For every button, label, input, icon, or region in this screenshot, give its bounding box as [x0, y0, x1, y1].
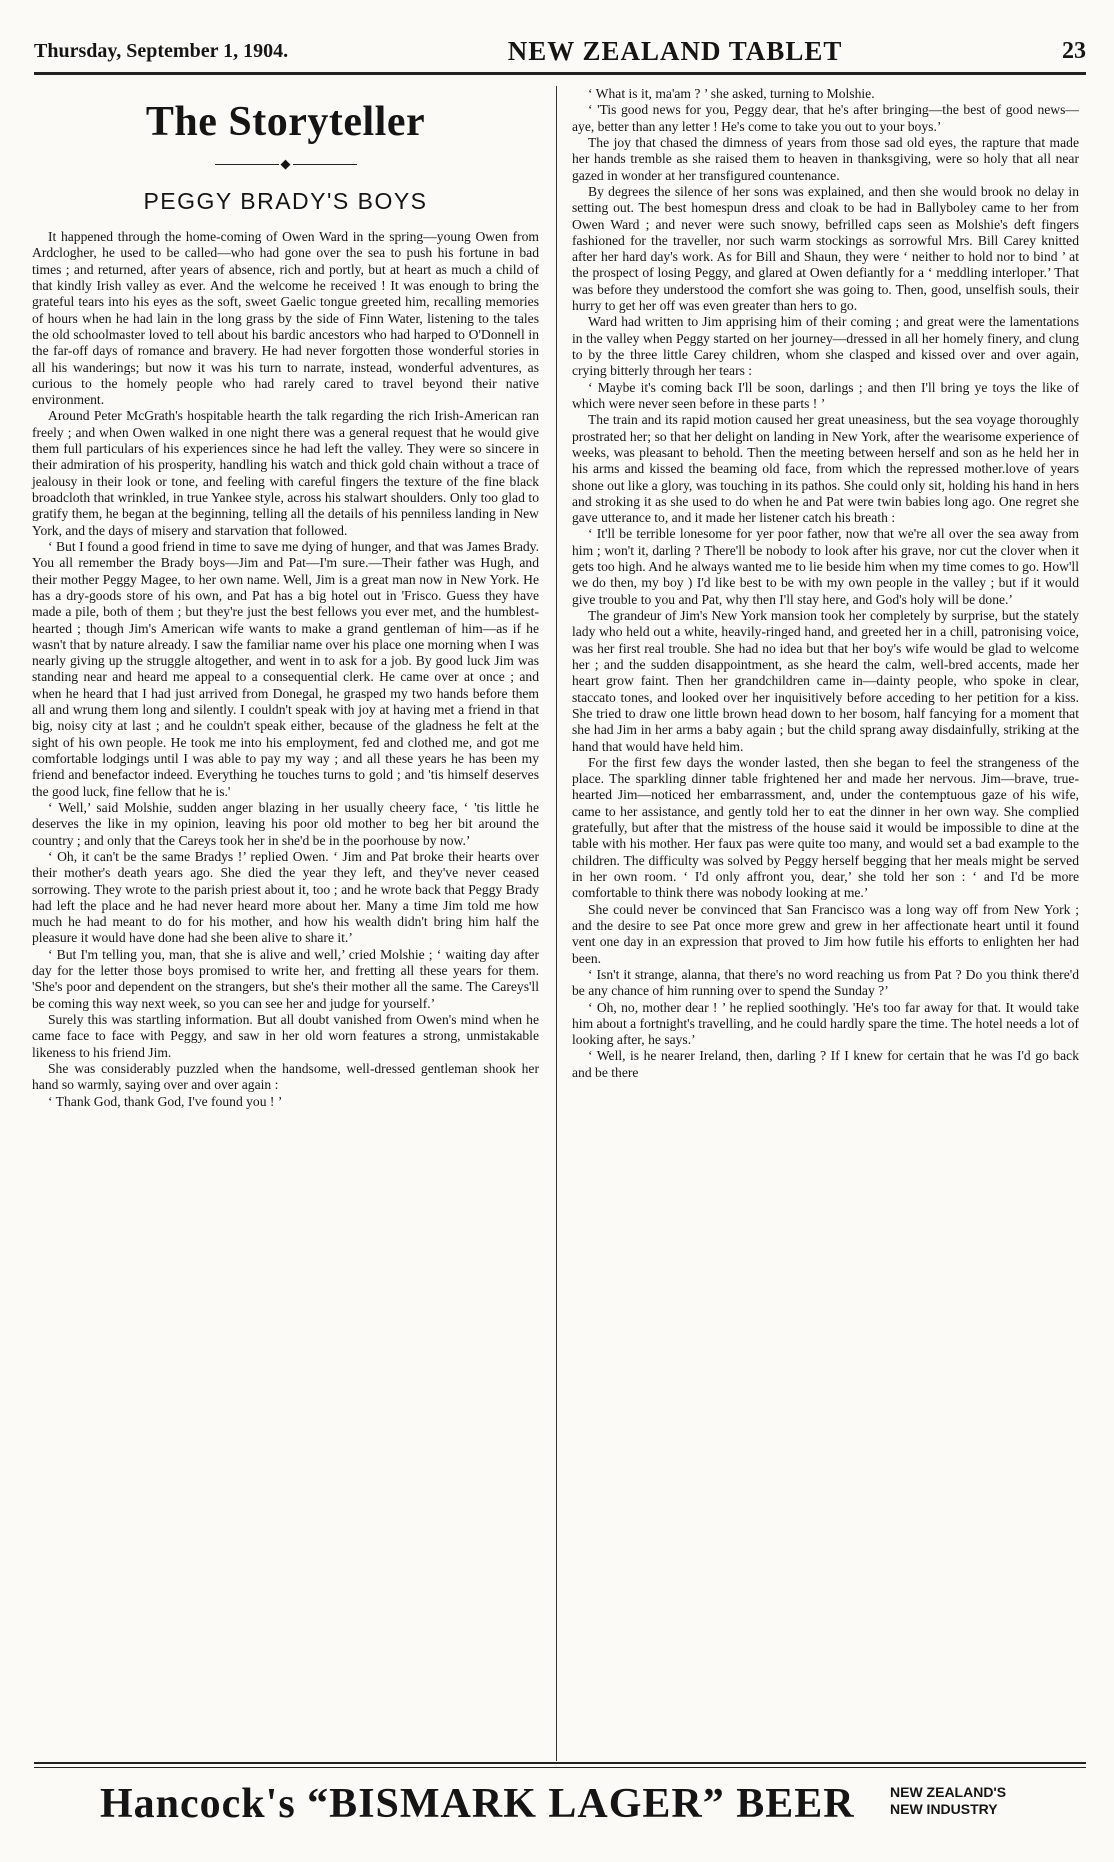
article-paragraph: ‘ What is it, ma'am ? ’ she asked, turning to Molshie.	[588, 86, 875, 101]
left-column	[32, 86, 539, 1110]
advertisement-tagline	[890, 1784, 1006, 1818]
issue-date: Thursday, September 1, 1904.	[34, 39, 289, 62]
article-paragraph: ‘ 'Tis good news for you, Peggy dear, that he's after bringing—the best of good news—aye, better than any letter ! He's come to take you out to your boys.’	[572, 102, 1079, 134]
section-title: The Storyteller	[145, 99, 426, 145]
article-paragraph: For the first few days the wonder lasted, then she began to feel the strangeness of the place. The sparkling dinner table frightened her and made her nervous. Jim—brave, true-hearted Jim—noticed her embarrassment, and, under the contemptuous gaze of his wife, came to her assistance, and gently told her to eat the dinner in her own way. She complied gratefully, but after that the mistress of the house said it would be impossible to dine at the table with his mother. Her faux pas were quite too many, and would set a bad example to the children. The difficulty was solved by Peggy herself begging that her meals might be served in her own room. ‘ I'd only affront you, dear,’ she told her son : ‘ and I'd be more comfortable to think there was nobody looking at me.’	[572, 754, 1079, 901]
article-paragraph: By degrees the silence of her sons was explained, and then she would brook no delay in setting out. The best homespun dress and cloak to be had in Ballyboley came to her from Owen Ward ; and never were such snowy, befrilled caps seen as Molshie's deft fingers fashioned for the traveller, nor such warm stockings as sorrowful Mrs. Bill Carey knitted after her hard day's work. As for Bill and Shaun, they were ‘ neither to hold nor to bind ’ at the prospect of losing Peggy, and glared at Owen defiantly for a ‘ meddling interloper.’ That was before they understood the comfort she was going to. Then, good, unselfish souls, their hurry to get her off was even greater than hers to go.	[572, 183, 1079, 314]
newspaper-title: NEW ZEALAND TABLET	[507, 35, 843, 66]
article-paragraph: ‘ It'll be terrible lonesome for yer poor father, now that we're all over the sea away from him ; won't it, darling ? There'll be nobody to look after his grave, nor cut the clover when it gets too high. And he always wanted me to lie beside him when my time comes to go. How'll we do then, my boy ) I'd like best to be with my own people in the valley ; but if it would give trouble to you and Pat, why then I'll stay here, and God's holy will be done.’	[572, 526, 1079, 607]
footer-rule-thin	[34, 1767, 1086, 1768]
article-paragraph: The train and its rapid motion caused her great uneasiness, but the sea voyage thoroughly prostrated her; so that her delight on landing in New York, after the wearisome experience of weeks, was pleasant to behold. Then the meeting between herself and son as he held her in his arms and kissed the beaming old face, from which the repressed mother.love of years shone out like a glory, was touching in its pathos. She could only sit, holding his hand in hers and stroking it as she used to do when he and Pat were twin babies long ago. One regret she gave utterance to, and it made her listener catch his breath :	[572, 412, 1079, 526]
story-title: PEGGY BRADY'S BOYS	[143, 188, 428, 214]
article-paragraph: ‘ But I'm telling you, man, that she is alive and well,’ cried Molshie ; ‘ waiting day after day for the letter those boys promised to write her, and fretting all these years for them. 'She's poor and dependent on the strangers, but she's their mother all the same. The Careys'll be coming this way next week, so you can see her and judge for yourself.’	[32, 946, 539, 1011]
masthead	[34, 30, 1086, 75]
footer-rule	[34, 1762, 1086, 1764]
article-paragraph: She could never be convinced that San Francisco was a long way off from New York ; and the desire to see Pat once more grew and grew in her affectionate heart until it found vent one day in an expression that proved to Jim how futile his efforts to enlighten her had been.	[572, 901, 1079, 966]
masthead-rule	[34, 74, 1086, 75]
article-paragraph: ‘ Oh, no, mother dear ! ’ he replied soothingly. 'He's too far away for that. It would take him about a fortnight's travelling, and he could hardly spare the time. The hotel needs a lot of looking after, he says.’	[572, 999, 1079, 1048]
article-paragraph: Surely this was startling information. But all doubt vanished from Owen's mind when he came face to face with Peggy, and saw in her old worn features a strong, unmistakable likeness to his friend Jim.	[32, 1012, 539, 1060]
ornament-line-right	[293, 164, 357, 165]
article-paragraph: The joy that chased the dimness of years from those sad old eyes, the rapture that made her hands tremble as she raised them to heaven in thanksgiving, were so holy that all near gazed in wonder at her transfigured countenance.	[572, 134, 1079, 183]
article-paragraph: ‘ Thank God, thank God, I've found you ! ’	[48, 1093, 283, 1109]
article-paragraph: ‘ Maybe it's coming back I'll be soon, darlings ; and then I'll bring ye toys the like of which were never seen before in these parts ! ’	[572, 379, 1079, 411]
tagline-line-1: NEW ZEALAND'S	[890, 1784, 1007, 1800]
title-ornament	[32, 156, 539, 172]
article-paragraph: ‘ Well, is he nearer Ireland, then, darling ? If I knew for certain that he was I'd go back and be there	[572, 1048, 1079, 1080]
article-paragraph: It happened through the home-coming of Owen Ward in the spring—young Owen from Ardclogher, he used to be called—who had gone over the sea to push his fortune in bad times ; and returned, after years of absence, rich and portly, but at heart as much a child of that kindly Irish valley as ever. And the welcome he received ! It was enough to bring the grateful tears into his eyes as the soft, sweet Gaelic tongue greeted him, recalling memories of hours when he had lain in the long grass by the side of Finn Water, listening to the tales the old schoolmaster loved to tell about his bardic ancestors who had harped to O'Donnell in the far-off days of romance and bravery. He had never forgotten those wonderful stories in all his wanderings; but now it was his turn to narrate, instead, wonderful adventures, as curious to the homely people who had rarely cared to travel beyond their native environment.	[32, 229, 539, 408]
advertisement	[100, 1780, 855, 1828]
ornament-line-left	[215, 164, 279, 165]
article-paragraph: ‘ Isn't it strange, alanna, that there's no word reaching us from Pat ? Do you think there'd be any chance of him running over to spend the Sunday ?’	[572, 966, 1079, 999]
article-paragraph: Ward had written to Jim apprising him of their coming ; and great were the lamentations in the valley when Peggy started on her journey—dressed in all her homely finery, and clung to by the three little Carey children, whom she clasped and kissed over and over again, crying bitterly through her tears :	[572, 314, 1079, 379]
diamond-ornament-icon: ◆	[280, 156, 291, 171]
article-paragraph: ‘ But I found a good friend in time to save me dying of hunger, and that was James Brady. You all remember the Brady boys—Jim and Pat—I'm sure.—Their father was Hugh, and their mother Peggy Magee, to her own name. Well, Jim is a great man now in New York. He has a dry-goods store of his own, and Pat has a big hotel out in 'Frisco. Guess they have made a pile, both of them ; but they're just the best fellows you ever met, and the humblest-hearted ; though Jim's American wife wants to make a grand gentleman of him—as if he wasn't that by nature already. I saw the familiar name over his place one morning when I was nearly giving up the struggle altogether, and went in to ask for a job. By good luck Jim was standing near and heard me appeal to a consequential clerk. He came over at once ; and when he heard that I had just arrived from Donegal, he grasped my two hands before them all and wrung them long and silently. I couldn't speak with joy at having met a friend in that big, noisy city at last ; and he couldn't speak either, because of the gladness he felt at the sight of his own people. He took me into his employment, fed and clothed me, and got me comfortable lodgings until I was able to pay my way ; and all these years he has been my friend and benefactor indeed. Everything he touches turns to gold ; and 'tis himself deserves the good luck, fine fellow that he is.'	[32, 538, 539, 799]
article-paragraph: ‘ Well,’ said Molshie, sudden anger blazing in her usually cheery face, ‘ 'tis little he deserves the like in my opinion, leaving his poor old mother to beg her bit around the country ; and only that the Careys took her in she'd be in the poorhouse by now.’	[32, 799, 539, 848]
article-paragraph: She was considerably puzzled when the handsome, well-dressed gentleman shook her hand so warmly, saying over and over again :	[32, 1060, 539, 1093]
article-paragraph: The grandeur of Jim's New York mansion took her completely by surprise, but the stately lady who held out a white, heavily-ringed hand, and greeted her in a chill, patronising voice, was her first real trouble. She had no idea but that her boy's wife would be glad to welcome her ; and the sudden disappointment, as she heard the calm, well-bred accents, made her heart grow faint. Then her grandchildren came in—dainty people, who spoke in clear, staccato tones, and looked over her inquisitively before acceding to her petition for a kiss. She tried to draw one little brown head down to her bosom, half fancying for a moment that she had Jim in her arms a baby again ; but the child sprang away disdainfully, striking at the hand that would have held him.	[572, 608, 1079, 754]
tagline-line-2: NEW INDUSTRY	[890, 1801, 998, 1817]
article-paragraph: ‘ Oh, it can't be the same Bradys !’ replied Owen. ‘ Jim and Pat broke their hearts over their mother's death years ago. She died the year they left, and they've never ceased sorrowing. They wrote to the parish priest about it, too ; and he wrote back that Peggy Brady had left the place and he had never heard more about her. Many a time Jim told me how much he had meant to do for his mother, and how his wealth didn't bring him half the pleasure it would have done had she been alive to share it.’	[32, 848, 539, 946]
left-column-body	[32, 229, 539, 1110]
page-number: 23	[1061, 37, 1086, 64]
column-divider	[556, 86, 557, 1761]
right-column-body	[572, 86, 1079, 1081]
advertisement-text: Hancock's “BISMARK LAGER” BEER	[100, 1781, 855, 1827]
article-paragraph: Around Peter McGrath's hospitable hearth the talk regarding the rich Irish-American ran freely ; and when Owen walked in one night there was a general request that he would give them full particulars of his experiences since he had left the valley. They were so sincere in their admiration of his prosperity, handling his watch and thick gold chain without a trace of jealousy in their look or tone, and feeling with careful fingers the texture of the fine black broadcloth that wrinkled, in true Yankee style, across his stalwart shoulders. Only too glad to gratify them, he began at the beginning, telling all the details of his penniless landing in New York, and the days of misery and starvation that followed.	[32, 408, 539, 538]
right-column	[572, 86, 1079, 1081]
